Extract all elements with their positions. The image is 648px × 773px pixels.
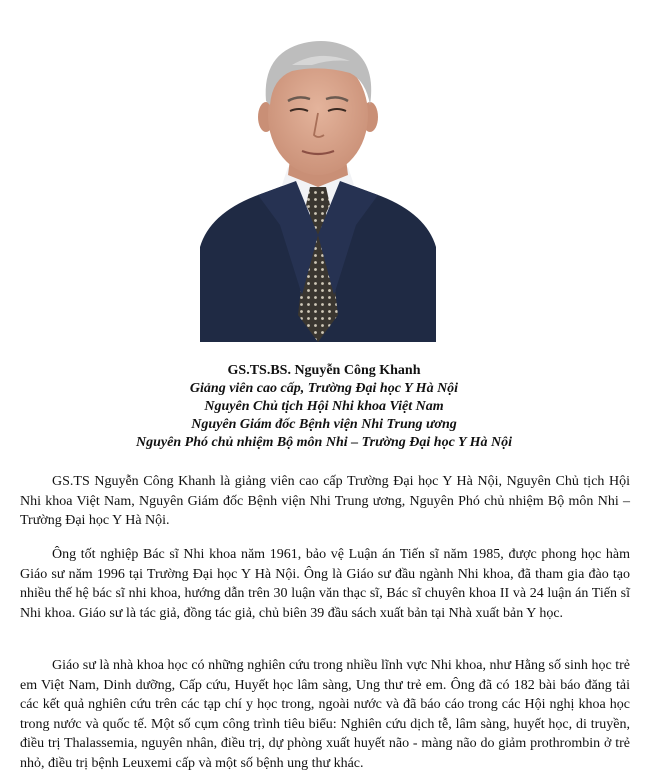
body-paragraph (20, 656, 630, 773)
profile-caption (0, 362, 648, 452)
profile-role: Nguyên Phó chủ nhiệm Bộ môn Nhi – Trường Đại học Y Hà Nội (136, 435, 512, 450)
paragraph-text: Giáo sư là nhà khoa học có những nghiên cứu trong nhiều lĩnh vực Nhi khoa, như Hằng số sinh học trẻ em Việt Nam, Dinh dưỡng, Cấp cứu, Huyết học lâm sàng, Ung thư trẻ em. Ông đã có 182 bài báo đăng tải các kết quả nghiên cứu trên các tạp chí y học trong, ngoài nước và đã báo cáo trong các Hội nghị khoa học trong nước và quốc tế. Một số cụm công trình tiêu biểu: Nghiên cứu dịch tễ, lâm sàng, huyết học, di truyền, điều trị Thalassemia, nguyên nhân, điều trị, dự phòng xuất huyết não - màng não do giảm prothrombin ở trẻ nhỏ, điều trị bệnh Leuxemi cấp và một số bệnh ung thư khác. (20, 658, 630, 771)
profile-role: Nguyên Giám đốc Bệnh viện Nhi Trung ương (191, 417, 457, 432)
body-paragraph (20, 545, 630, 623)
paragraph-text: Ông tốt nghiệp Bác sĩ Nhi khoa năm 1961, bảo vệ Luận án Tiến sĩ năm 1985, được phong học hàm Giáo sư năm 1996 tại Trường Đại học Y Hà Nội. Ông là Giáo sư đầu ngành Nhi khoa, đã tham gia đào tạo nhiều thế hệ bác sĩ nhi khoa, hướng dẫn trên 30 luận văn thạc sĩ, Bác sĩ chuyên khoa II và 24 luận án Tiến sĩ Nhi khoa. Giáo sư là tác giả, đồng tác giả, chủ biên 39 đầu sách xuất bản tại Nhà xuất bản Y học. (20, 547, 630, 621)
profile-name: GS.TS.BS. Nguyễn Công Khanh (227, 363, 421, 378)
body-paragraph (20, 472, 630, 531)
profile-role: Giảng viên cao cấp, Trường Đại học Y Hà Nội (189, 381, 459, 396)
paragraph-text: GS.TS Nguyễn Công Khanh là giảng viên cao cấp Trường Đại học Y Hà Nội, Nguyên Chủ tịch Hội Nhi khoa Việt Nam, Nguyên Giám đốc Bệnh viện Nhi Trung ương, Nguyên Phó chủ nhiệm Bộ môn Nhi – Trường Đại học Y Hà Nội. (20, 474, 630, 528)
profile-role: Nguyên Chủ tịch Hội Nhi khoa Việt Nam (204, 399, 444, 414)
portrait-photo (200, 35, 436, 342)
